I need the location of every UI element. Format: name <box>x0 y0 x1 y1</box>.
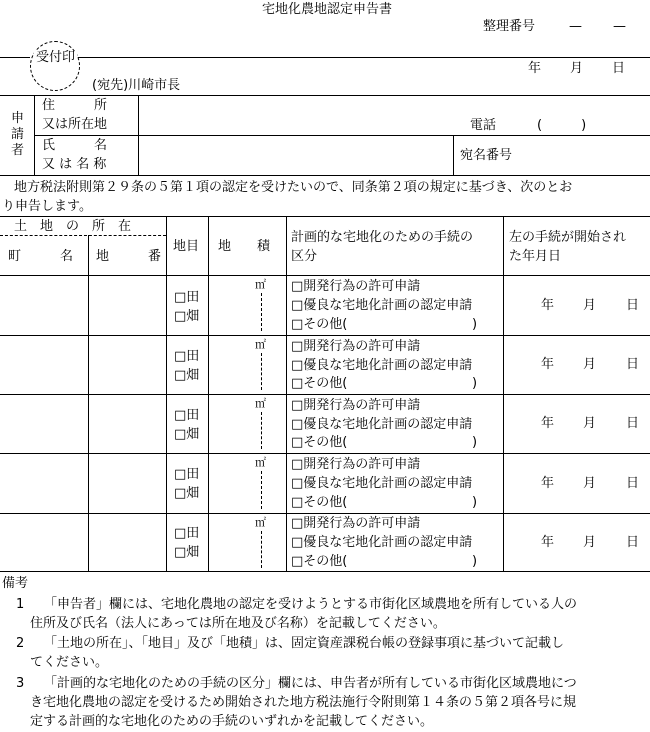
start-month: 月 <box>583 476 597 491</box>
procedure-option-plan-certification[interactable]: □優良な宅地化計画の認定申請 <box>291 535 473 550</box>
start-header-1: 左の手続が開始され <box>509 230 627 245</box>
start-day: 日 <box>626 357 640 372</box>
start-year: 年 <box>541 298 555 313</box>
col-location-chimoku <box>166 216 167 571</box>
location-header: 土 地 の 所 在 <box>14 219 132 234</box>
applicant-side-divider <box>34 95 35 175</box>
top-rule-left <box>0 57 30 58</box>
start-month: 月 <box>583 535 597 550</box>
procedure-option-plan-certification[interactable]: □優良な宅地化計画の認定申請 <box>291 298 473 313</box>
procedure-option-other-close: ) <box>472 435 478 450</box>
start-month: 月 <box>583 416 597 431</box>
area-decimal-divider <box>261 531 262 568</box>
procedure-header-2: 区分 <box>291 249 318 264</box>
procedure-option-other[interactable]: □その他( <box>291 435 348 450</box>
applicant-side-2: 請 <box>11 127 25 142</box>
procedure-option-development[interactable]: □開発行為の許可申請 <box>291 516 421 531</box>
row-line-3 <box>0 453 650 454</box>
top-rule-right <box>78 57 650 58</box>
note-3-line-1: 「計画的な宅地化のための手続の区分」欄には、申告者が所有している市街化区域農地につ <box>44 676 577 691</box>
col-chimoku-area <box>208 216 209 571</box>
phone-label: 電話 <box>470 118 497 133</box>
start-day: 日 <box>626 416 640 431</box>
note-2-line-2: てください。 <box>30 655 109 670</box>
note-1-num: 1 <box>16 597 25 612</box>
field-checkbox[interactable]: □田 <box>174 290 200 305</box>
applicant-side-1: 申 <box>11 111 25 126</box>
reception-stamp-label: 受付印 <box>36 50 76 65</box>
note-2-line-1: 「土地の所在」、「地目」及び「地積」は、固定資産課税台帳の登録事項に基づいて記載し <box>44 636 565 651</box>
table-bottom-line <box>0 571 650 572</box>
applicant-label-divider <box>138 95 139 175</box>
applicant-mid-line <box>34 135 650 136</box>
seiri-dash-1: — <box>569 19 582 34</box>
applicant-side-3: 者 <box>11 143 25 158</box>
note-3-line-3: 定する計画的な宅地化のための手続のいずれかを記載してください。 <box>30 714 434 729</box>
field-checkbox[interactable]: □田 <box>174 467 200 482</box>
area-unit: ㎡ <box>255 338 266 351</box>
location-dashed-line <box>0 235 166 236</box>
note-3-num: 3 <box>16 676 25 691</box>
start-day: 日 <box>626 476 640 491</box>
procedure-option-plan-certification[interactable]: □優良な宅地化計画の認定申請 <box>291 358 473 373</box>
area-decimal-divider <box>261 412 262 449</box>
col-procedure-start <box>503 216 504 571</box>
area-decimal-divider <box>261 353 262 390</box>
lot-header: 地 番 <box>96 249 162 264</box>
area-unit: ㎡ <box>255 278 266 291</box>
page-title: 宅地化農地認定申告書 <box>262 2 393 17</box>
intro-line-2: り申告します。 <box>2 199 92 214</box>
table-top-line <box>0 216 650 217</box>
name-label-2: 又 は 名 称 <box>42 157 107 172</box>
upland-checkbox[interactable]: □畑 <box>174 486 200 501</box>
procedure-option-other[interactable]: □その他( <box>291 495 348 510</box>
procedure-option-other-close: ) <box>472 495 478 510</box>
area-decimal-divider <box>261 293 262 331</box>
procedure-option-other-close: ) <box>472 554 478 569</box>
start-day: 日 <box>626 298 640 313</box>
note-2-num: 2 <box>16 636 25 651</box>
date-month: 月 <box>570 61 584 76</box>
row-line-4 <box>0 513 650 514</box>
seiri-dash-2: — <box>613 19 626 34</box>
start-year: 年 <box>541 535 555 550</box>
procedure-option-development[interactable]: □開発行為の許可申請 <box>291 279 421 294</box>
procedure-option-other[interactable]: □その他( <box>291 376 348 391</box>
atena-label: 宛名番号 <box>460 148 513 163</box>
area-unit: ㎡ <box>255 456 266 469</box>
start-month: 月 <box>583 357 597 372</box>
chimoku-header: 地目 <box>173 239 200 254</box>
name-label-1: 氏 名 <box>42 138 108 153</box>
procedure-option-plan-certification[interactable]: □優良な宅地化計画の認定申請 <box>291 476 473 491</box>
upland-checkbox[interactable]: □畑 <box>174 545 200 560</box>
town-header: 町 名 <box>8 249 74 264</box>
note-1-line-1: 「申告者」欄には、宅地化農地の認定を受けようとする市街化区域農地を所有している人の <box>44 597 578 612</box>
col-area-procedure <box>286 216 287 571</box>
reception-stamp-circle <box>30 41 80 91</box>
start-header-2: た年月日 <box>509 249 562 264</box>
col-town-lot <box>88 235 89 571</box>
procedure-option-development[interactable]: □開発行為の許可申請 <box>291 398 421 413</box>
addressee: (宛先)川崎市長 <box>92 78 181 93</box>
notes-heading: 備考 <box>2 576 29 591</box>
row-line-1 <box>0 335 650 336</box>
area-header: 地 積 <box>218 239 271 254</box>
applicant-atena-divider <box>453 135 454 175</box>
address-label-1: 住 所 <box>42 98 108 113</box>
date-day: 日 <box>612 61 626 76</box>
start-year: 年 <box>541 416 555 431</box>
address-label-2: 又は所在地 <box>42 117 108 132</box>
phone-paren: ( ) <box>537 118 587 133</box>
procedure-option-other-close: ) <box>472 317 478 332</box>
procedure-option-development[interactable]: □開発行為の許可申請 <box>291 339 421 354</box>
intro-line-1: 地方税法附則第２９条の５第１項の認定を受けたいので、同条第２項の規定に基づき、次のとお <box>14 180 573 195</box>
procedure-option-plan-certification[interactable]: □優良な宅地化計画の認定申請 <box>291 417 473 432</box>
start-day: 日 <box>626 535 640 550</box>
start-year: 年 <box>541 476 555 491</box>
field-checkbox[interactable]: □田 <box>174 349 200 364</box>
area-unit: ㎡ <box>255 397 266 410</box>
note-1-line-2: 住所及び氏名（法人にあっては所在地及び名称）を記載してください。 <box>30 616 446 631</box>
applicant-bottom-line <box>0 175 650 176</box>
upland-checkbox[interactable]: □畑 <box>174 309 200 324</box>
field-checkbox[interactable]: □田 <box>174 408 200 423</box>
area-unit: ㎡ <box>255 516 266 529</box>
upland-checkbox[interactable]: □畑 <box>174 368 200 383</box>
seiri-label: 整理番号 <box>483 19 536 34</box>
applicant-top-line <box>0 95 650 96</box>
procedure-option-development[interactable]: □開発行為の許可申請 <box>291 457 421 472</box>
procedure-header-1: 計画的な宅地化のための手続の <box>291 230 474 245</box>
note-3-line-2: き宅地化農地の認定を受けるため開始された地方税法施行令附則第１４条の５第２項各号に規 <box>30 695 577 710</box>
field-checkbox[interactable]: □田 <box>174 526 200 541</box>
start-year: 年 <box>541 357 555 372</box>
area-decimal-divider <box>261 471 262 509</box>
table-header-bottom <box>0 275 650 276</box>
procedure-option-other[interactable]: □その他( <box>291 554 348 569</box>
start-month: 月 <box>583 298 597 313</box>
date-year: 年 <box>528 61 542 76</box>
upland-checkbox[interactable]: □畑 <box>174 427 200 442</box>
row-line-2 <box>0 394 650 395</box>
procedure-option-other-close: ) <box>472 376 478 391</box>
procedure-option-other[interactable]: □その他( <box>291 317 348 332</box>
